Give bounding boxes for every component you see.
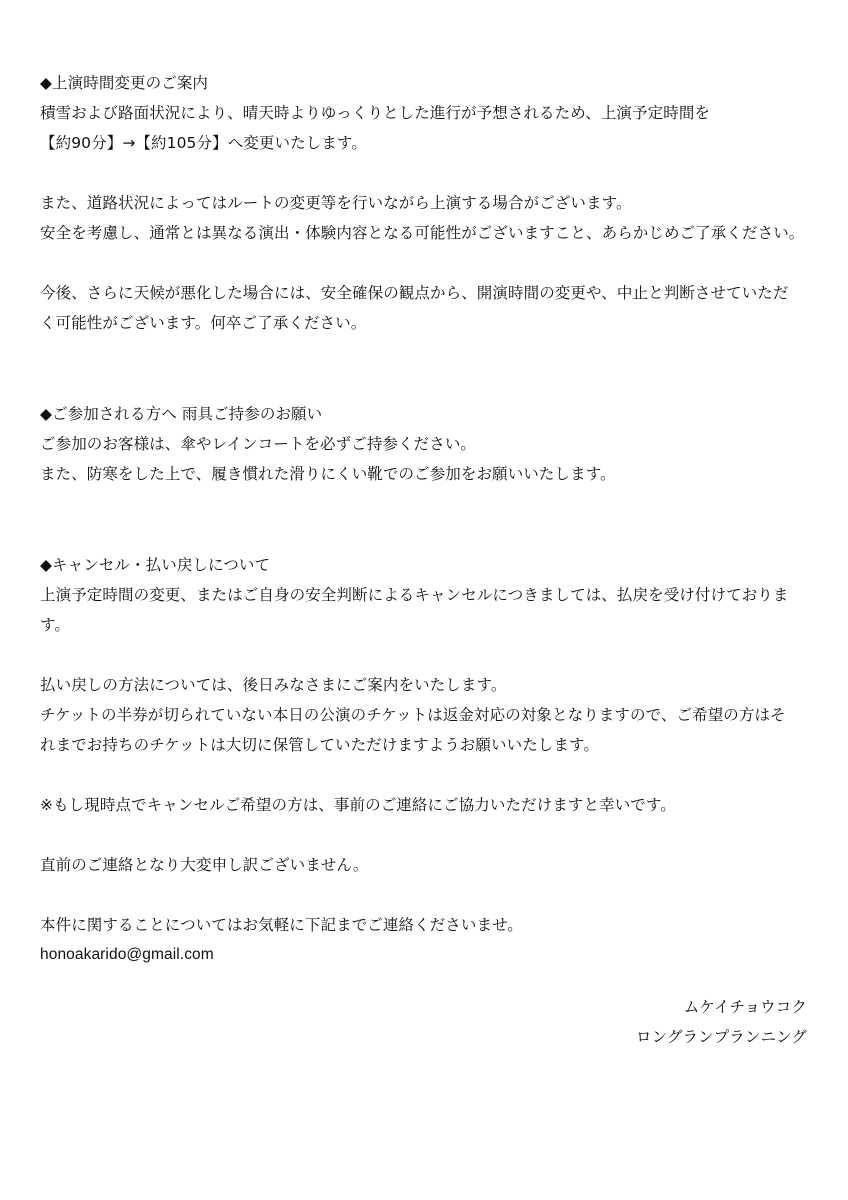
cancel-text-7: 直前のご連絡となり大変申し訳ございません。 — [40, 856, 369, 874]
contact-email[interactable]: honoakarido@gmail.com — [40, 946, 214, 963]
cancel-text-2: す。 — [40, 616, 70, 634]
schedule-heading: ◆上演時間変更のご案内 — [40, 74, 209, 92]
spacer — [40, 880, 812, 910]
spacer — [40, 820, 812, 850]
signature-org-2: ロングランプランニング — [636, 1028, 807, 1046]
signature-block — [636, 992, 807, 1052]
spacer — [40, 760, 812, 790]
schedule-text-1: 積雪および路面状況により、晴天時よりゆっくりとした進行が予想されるため、上演予定時間を — [40, 104, 711, 122]
spacer — [40, 640, 812, 670]
cancel-text-1: 上演予定時間の変更、またはご自身の安全判断によるキャンセルにつきましては、払戻を受け付けておりま — [40, 586, 789, 604]
schedule-text-4: 安全を考慮し、通常とは異なる演出・体験内容となる可能性がございますこと、あらかじめご了承ください。 — [40, 224, 805, 242]
rain-heading: ◆ご参加される方へ 雨具ご持参のお願い — [40, 405, 323, 423]
signature-org-1: ムケイチョウコク — [683, 998, 807, 1016]
cancel-text-8: 本件に関することについてはお気軽に下記までご連絡くださいませ。 — [40, 916, 523, 934]
schedule-text-3: また、道路状況によってはルートの変更等を行いながら上演する場合がございます。 — [40, 194, 632, 212]
rain-text-1: ご参加のお客様は、傘やレインコートを必ずご持参ください。 — [40, 435, 477, 453]
cancel-text-6: ※もし現時点でキャンセルご希望の方は、事前のご連絡にご協力いただけますと幸いです。 — [40, 796, 676, 814]
notice-document — [40, 68, 812, 970]
rain-text-2: また、防寒をした上で、履き慣れた滑りにくい靴でのご参加をお願いいたします。 — [40, 465, 616, 483]
schedule-text-6: く可能性がございます。何卒ご了承ください。 — [40, 314, 367, 332]
spacer — [40, 158, 812, 188]
cancel-heading: ◆キャンセル・払い戻しについて — [40, 556, 271, 574]
cancel-text-4: チケットの半券が切られていない本日の公演のチケットは返金対応の対象となりますので、ご希望の方はそ — [40, 706, 786, 724]
spacer — [40, 248, 812, 278]
spacer — [40, 338, 812, 399]
cancel-text-5: れまでお持ちのチケットは大切に保管していただけますようお願いいたします。 — [40, 736, 599, 754]
schedule-text-5: 今後、さらに天候が悪化した場合には、安全確保の観点から、開演時間の変更や、中止と判断させていただ — [40, 284, 789, 302]
schedule-text-2: 【約90分】→【約105分】へ変更いたします。 — [40, 134, 367, 152]
cancel-text-3: 払い戻しの方法については、後日みなさまにご案内をいたします。 — [40, 676, 507, 694]
spacer — [40, 489, 812, 550]
